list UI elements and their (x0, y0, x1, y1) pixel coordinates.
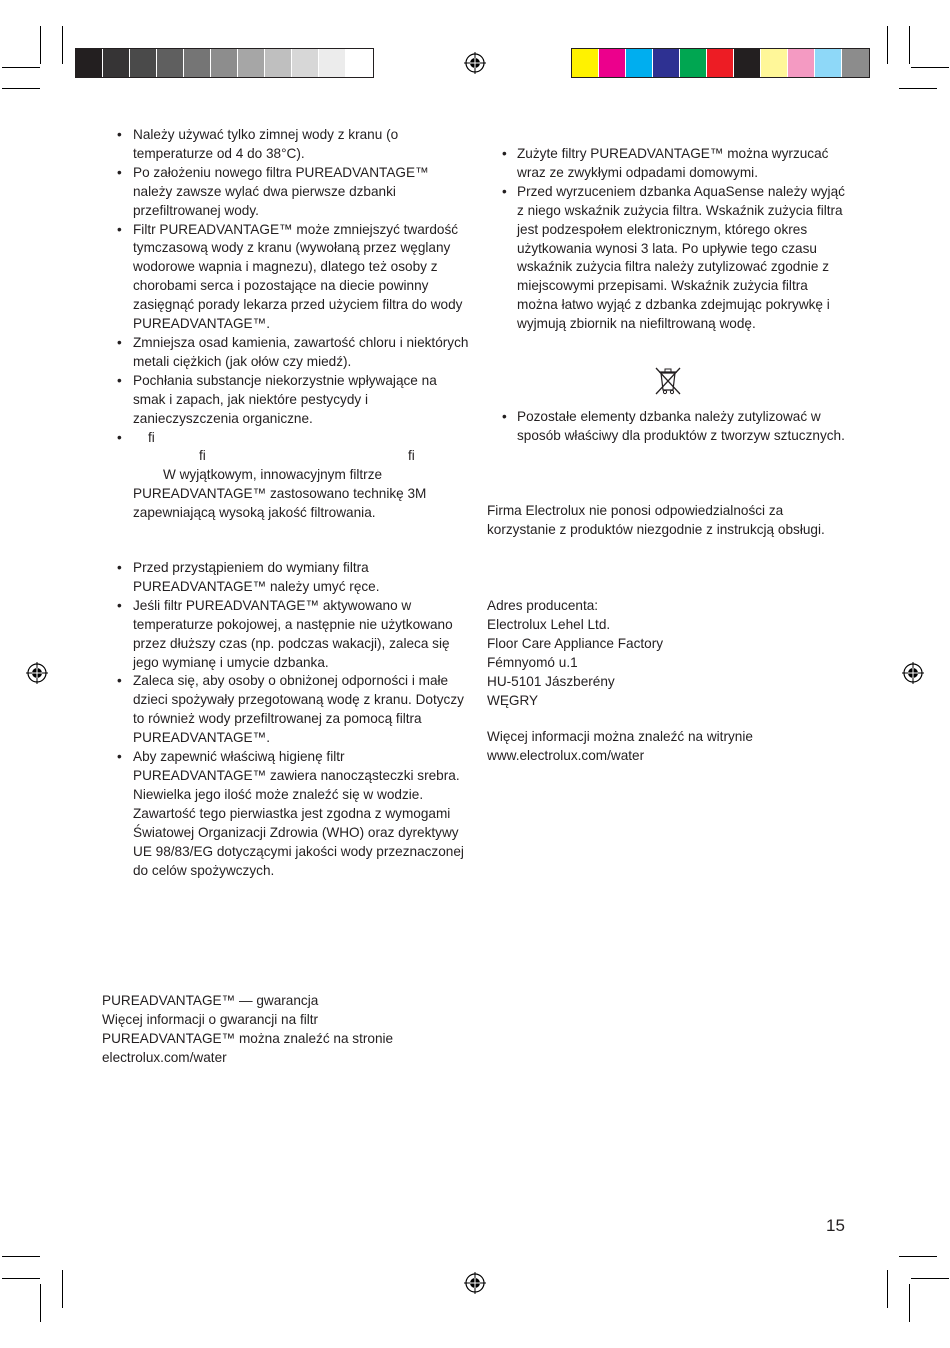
address-line: HU-5101 Jászberény (487, 673, 615, 689)
color-swatch (815, 49, 842, 77)
crop-mark (2, 1278, 40, 1279)
warranty-title: PUREADVANTAGE™ — gwarancja (102, 993, 319, 1008)
color-swatch (157, 49, 184, 77)
left-column-hygiene (100, 559, 470, 880)
list-item: • Zaleca się, aby osoby o obniżonej odporności i małe dzieci spożywały przegotowaną wodę z kranu. Dotyczy to również wody przefiltrowanej za pomocą filtra PUREADVANTAGE™. (100, 672, 470, 748)
color-swatch (572, 49, 599, 77)
color-swatch (76, 49, 103, 77)
color-swatch (788, 49, 815, 77)
list-item: • Należy używać tylko zimnej wody z kranu (o temperaturze od 4 do 38°C). (100, 126, 470, 164)
disposal-notes-list (485, 145, 845, 334)
registration-mark-icon (464, 52, 486, 74)
text-line: Więcej informacji o gwarancji na filtr (102, 1011, 319, 1027)
color-swatch (842, 49, 869, 77)
usage-notes-list (100, 126, 470, 523)
address-line: Floor Care Appliance Factory (487, 635, 664, 651)
crop-mark (887, 1270, 888, 1308)
address-line: Fémnyomó u.1 (487, 654, 578, 670)
color-swatch (707, 49, 734, 77)
crop-mark (911, 1278, 949, 1279)
color-swatch (599, 49, 626, 77)
color-swatch (130, 49, 157, 77)
crop-mark (2, 1256, 40, 1257)
color-swatch (626, 49, 653, 77)
registration-mark-icon (26, 662, 48, 684)
crop-mark (62, 26, 63, 64)
registration-mark-icon (902, 662, 924, 684)
color-swatch (346, 49, 373, 77)
list-item: • Pozostałe elementy dzbanka należy zutylizować w sposób właściwy dla produktów z tworzyw sztucznych. (485, 408, 845, 446)
color-swatch (292, 49, 319, 77)
color-swatch (103, 49, 130, 77)
list-item: • Aby zapewnić właściwą higienę filtr PUREADVANTAGE™ zawiera nanocząsteczki srebra. Niewielka jego ilość może znaleźć się w wodzie. Zawartość tego pierwiastka jest zgodna z wymogami Światowej Organizacji Zdrowia (WHO) oraz dyrektywy UE 98/83/EG dotyczącymi jakości wody przeznaczonej do celów spożywczych. (100, 748, 470, 880)
more-info-text: Więcej informacji można znaleźć na witrynie (487, 729, 753, 744)
color-swatch (680, 49, 707, 77)
crop-mark (899, 88, 937, 89)
ligature-glyph: fi (408, 448, 415, 464)
list-item: • Przed przystąpieniem do wymiany filtra PUREADVANTAGE™ należy umyć ręce. (100, 559, 470, 597)
address-label: Adres producenta: (487, 598, 599, 613)
more-info (487, 728, 847, 766)
color-calibration-bar (571, 48, 870, 78)
color-swatch (761, 49, 788, 77)
warranty-section (102, 992, 472, 1068)
color-swatch (653, 49, 680, 77)
website-link: www.electrolux.com/water (487, 747, 645, 763)
list-item: • Pochłania substancje niekorzystnie wpływające na smak i zapach, jak niektóre pestycydy i zanieczyszczenia organiczne. (100, 372, 470, 429)
color-swatch (319, 49, 346, 77)
crop-mark (40, 26, 41, 64)
registration-mark-icon (464, 1272, 486, 1294)
address-line: Electrolux Lehel Ltd. (487, 616, 611, 632)
list-item-partial (100, 429, 470, 524)
crop-mark (62, 1270, 63, 1308)
list-item: • Przed wyrzuceniem dzbanka AquaSense należy wyjąć z niego wskaźnik zużycia filtra. Wskaźnik zużycia filtra jest podzespołem elektronicznym, którego okres użytkowania wynosi 3 lata. Po upływie tego czasu wskaźnik zużycia filtra należy zutylizować zgodnie z miejscowymi przepisami. Wskaźnik zużycia filtra można łatwo wyjąć z dzbanka zdejmując pokrywkę i wyjmują zbiornik na niefiltrowaną wodę. (485, 183, 845, 334)
address-line: WĘGRY (487, 692, 539, 708)
crop-mark (899, 1256, 937, 1257)
crop-mark (2, 67, 40, 68)
list-item: • Filtr PUREADVANTAGE™ może zmniejszyć twardość tymczasową wody z kranu (wywołaną przez węglany wodorowe wapnia i magnezu), dlatego też osoby z chorobami serca i pozostające na diecie powinny zasięgnąć porady lekarza przed użyciem filtra do wody PUREADVANTAGE™. (100, 221, 470, 334)
color-swatch (265, 49, 292, 77)
text-line: PUREADVANTAGE™ można znaleźć na stronie (102, 1030, 394, 1046)
page-number: 15 (826, 1216, 845, 1235)
ligature-glyph: fi (199, 448, 206, 464)
color-swatch (184, 49, 211, 77)
warranty-url: electrolux.com/water (102, 1049, 227, 1065)
color-swatch (238, 49, 265, 77)
crop-mark (887, 26, 888, 64)
crop-mark (909, 1284, 910, 1322)
list-item: • Po założeniu nowego filtra PUREADVANTAGE™ należy zawsze wylać dwa pierwsze dzbanki przefiltrowanej wody. (100, 164, 470, 221)
text-line: W wyjątkowym, innowacyjnym filtrze (163, 467, 383, 483)
disclaimer-text: Firma Electrolux nie ponosi odpowiedzialności za korzystanie z produktów niezgodnie z instrukcją obsługi. (487, 503, 825, 537)
list-item: • Zużyte filtry PUREADVANTAGE™ można wyrzucać wraz ze zwykłymi odpadami domowymi. (485, 145, 845, 183)
left-column (100, 126, 470, 523)
right-column (485, 145, 845, 334)
disclaimer-paragraph (487, 502, 827, 540)
manufacturer-address (487, 597, 827, 710)
hygiene-notes-list (100, 559, 470, 880)
ligature-glyph: • fi (148, 429, 155, 445)
color-swatch (211, 49, 238, 77)
plastics-notes-list (485, 408, 845, 446)
crossed-out-wheelie-bin-icon (654, 366, 682, 396)
ligature-line (133, 447, 470, 466)
crop-mark (911, 67, 949, 68)
text-line: PUREADVANTAGE™ zastosowano technikę 3M (133, 486, 427, 502)
right-column-plastics (485, 408, 845, 446)
text-line: zapewniającą wysoką jakość filtrowania. (133, 505, 376, 521)
crop-mark (2, 88, 40, 89)
list-item: • Jeśli filtr PUREADVANTAGE™ aktywowano w temperaturze pokojowej, a następnie nie użytkowano przez dłuższy czas (np. podczas wakacji), zaleca się jego wymianę i umycie dzbanka. (100, 597, 470, 673)
crop-mark (909, 26, 910, 64)
grayscale-calibration-bar (75, 48, 374, 78)
crop-mark (40, 1284, 41, 1322)
color-swatch (734, 49, 761, 77)
list-item: • Zmniejsza osad kamienia, zawartość chloru i niektórych metali ciężkich (jak ołów czy miedź). (100, 334, 470, 372)
